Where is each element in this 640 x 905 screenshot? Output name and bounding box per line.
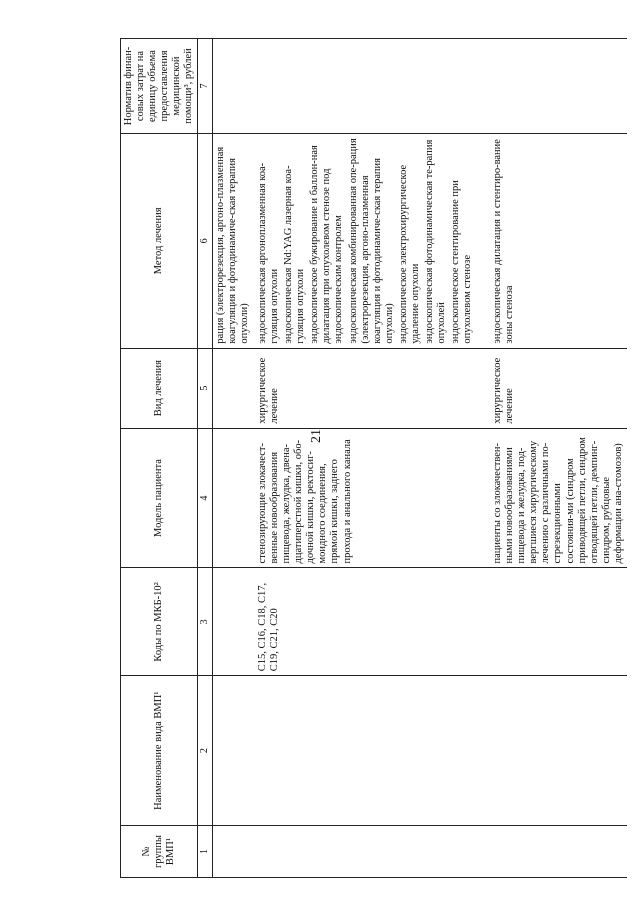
col-number: 5 bbox=[198, 348, 213, 428]
cell-codes bbox=[212, 568, 255, 676]
row-spacer bbox=[478, 39, 490, 878]
header-cost-norm: Норматив финан-совых затрат на единицу объема предоставления медицинской помощи³, рублей bbox=[121, 39, 198, 134]
header-treatment-type: Вид лечения bbox=[121, 348, 198, 428]
method-item: эндоскопическая фотодинамическая те-рапия опухолей bbox=[423, 139, 447, 344]
method-item: эндоскопическая дилатация и стентиро-вание зоны стеноза bbox=[492, 139, 516, 344]
header-patient-model: Модель пациента bbox=[121, 428, 198, 568]
col-number: 2 bbox=[198, 676, 213, 826]
header-treatment-method: Метод лечения bbox=[121, 134, 198, 349]
cell-treatment-type: хирургическое лечение bbox=[490, 348, 627, 428]
cell-group bbox=[255, 826, 478, 878]
col-number: 4 bbox=[198, 428, 213, 568]
page-number: 21 bbox=[309, 429, 324, 443]
cell-treatment-type: хирургическое лечение bbox=[255, 348, 478, 428]
cell-treatment-type bbox=[212, 348, 255, 428]
cell-group bbox=[490, 826, 627, 878]
header-vmp-name: Наименование вида ВМП¹ bbox=[121, 676, 198, 826]
col-number: 6 bbox=[198, 134, 213, 349]
table-row bbox=[255, 39, 478, 878]
cell-codes: С15, С16, С18, С17, С19, С21, С20 bbox=[255, 568, 478, 676]
method-item: эндоскопическое электрохирургическое удаление опухоли bbox=[397, 164, 421, 344]
cell-name bbox=[212, 676, 255, 826]
cell-patient: пациенты со злокачествен-ными новообразованиями пищевода и желудка, под-вергшиеся хирургическому лечению с различными по-стрезекционными состояния-ми (синдром приводящей петли, синдром отводящей петли, демпинг-синдром, рубцовые деформации ана-стомозов) bbox=[490, 428, 627, 568]
header-group-number: № группы ВМП¹ bbox=[121, 826, 198, 878]
header-row bbox=[121, 39, 198, 878]
cell-methods bbox=[490, 134, 627, 349]
col-number: 3 bbox=[198, 568, 213, 676]
method-item: эндоскопическая комбинированная опе-рация (электрорезекция, аргоно-плазменная коагуляция и фотодинамиче-ская терапия опухоли) bbox=[347, 138, 395, 344]
method-item: эндоскопическая аргоноплазменная коа-гуляция опухоли bbox=[257, 162, 281, 344]
cell-codes bbox=[490, 568, 627, 676]
method-item: эндоскопическая Nd:YAG лазерная коа-гуляция опухоли bbox=[283, 165, 307, 344]
header-icd-codes: Коды по МКБ-10² bbox=[121, 568, 198, 676]
method-item: рация (электрорезекция, аргоно-плазменная коагуляция и фотодинамиче-ская терапия опухоли) bbox=[214, 146, 250, 344]
cell-methods bbox=[255, 134, 478, 349]
col-number: 1 bbox=[198, 826, 213, 878]
col-number: 7 bbox=[198, 39, 213, 134]
cell-patient: стенозирующие злокачест-венные новообразования пищевода, желудка, двена-дцатиперстной кишки, обо-дочной кишки, ректосиг-моидного соединения, прямой кишки, заднего прохода и анального канала bbox=[255, 428, 478, 568]
method-item: эндоскопическое стентирование при опухолевом стенозе bbox=[450, 180, 474, 344]
cell-cost bbox=[212, 39, 255, 134]
table-container bbox=[120, 18, 624, 878]
cell-name bbox=[255, 676, 478, 826]
method-item: эндоскопическое бужирование и баллон-ная дилатация при опухолевом стенозе под эндоскопическим контролем bbox=[309, 145, 345, 344]
cell-cost bbox=[255, 39, 478, 134]
cell-name bbox=[490, 676, 627, 826]
cell-patient bbox=[212, 428, 255, 568]
table-row bbox=[212, 39, 255, 878]
cell-cost bbox=[490, 39, 627, 134]
column-number-row bbox=[198, 39, 213, 878]
treatment-table bbox=[120, 38, 627, 878]
cell-group bbox=[212, 826, 255, 878]
cell-methods bbox=[212, 134, 255, 349]
table-row bbox=[490, 39, 627, 878]
